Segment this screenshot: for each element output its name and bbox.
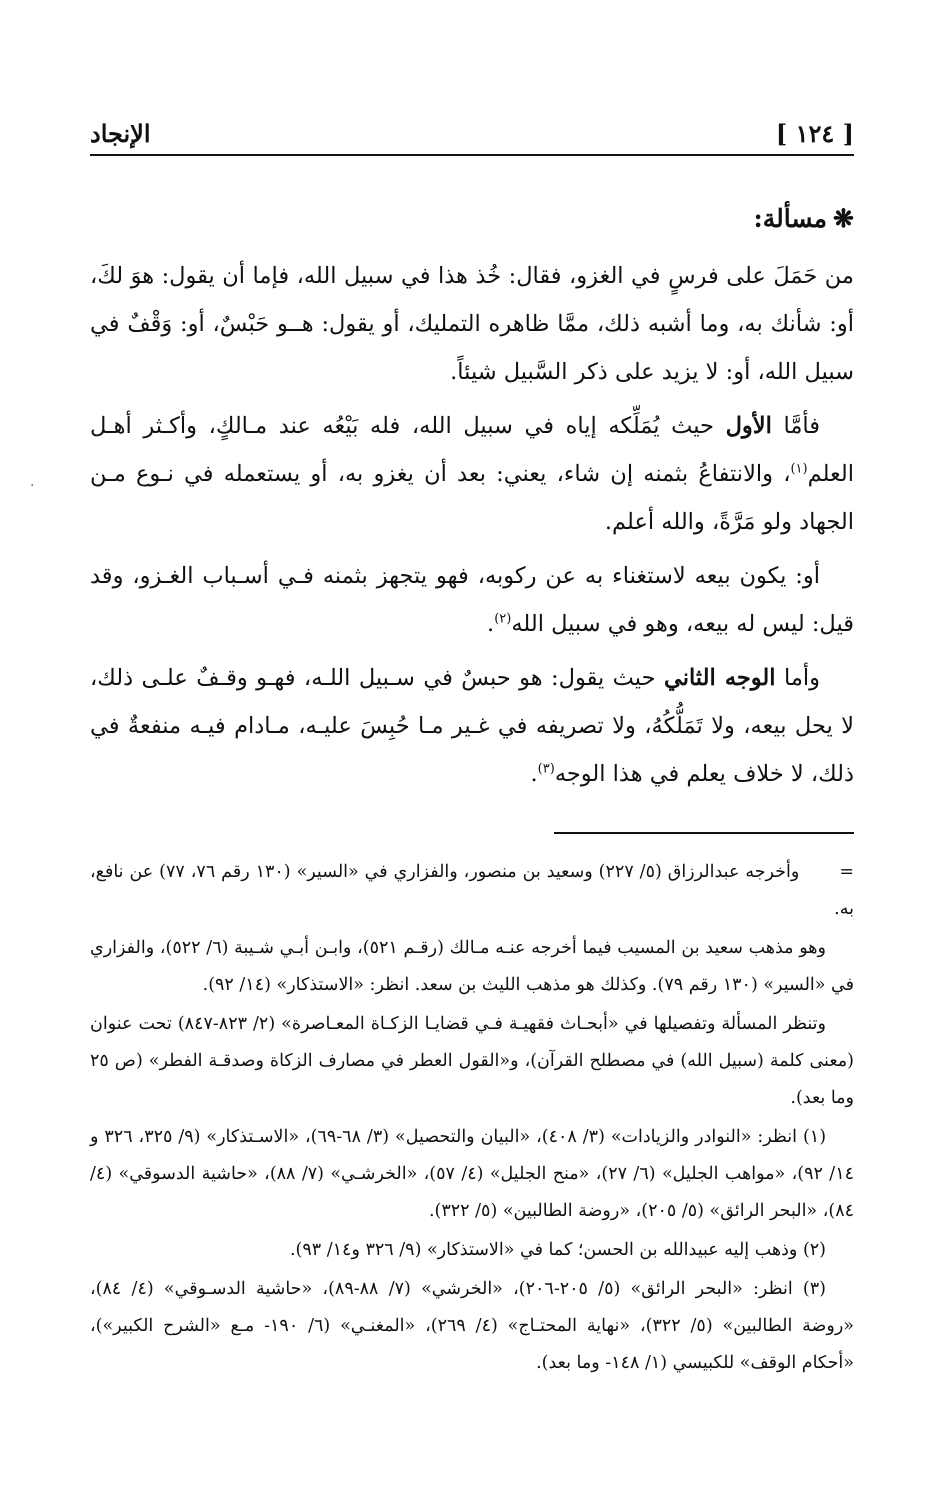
- paragraph-2-mid: حيث يُمَلِّكه إياه في سبيل الله، فله بَيْعُه عند مـالكٍ، وأكـثر أهـل العلم: [90, 413, 854, 487]
- margin-dot: ·: [30, 478, 35, 494]
- paragraph-4-start: وأما: [783, 665, 821, 691]
- star-icon: ❋: [833, 204, 854, 233]
- paragraph-3: [90, 552, 854, 648]
- footnote-3: (٣) انظر: «البحر الرائق» (٥/ ٢٠٥-٢٠٦)، «الخرشي» (٧/ ٨٨-٨٩)، «حاشية الدسـوقي» (٤/ ٨٤)، «روضة الطالبين» (٥/ ٣٢٢)، «نهاية المحتـاج» (٤/ ٢٦٩)، «المغنـي» (٦/ ١٩٠- مـع «الشرح الكبير»)، «أحكام الوقف» للكبيسي (١/ ١٤٨- وما بعد).: [90, 1279, 855, 1373]
- paragraph-4-text: حيث يقول: هو حبسٌ في سـبيل اللـه، فهـو وقـفٌ علـى ذلك، لا يحل بيعه، ولا تَمَلُّكُهُ، ولا تصريفه في غـير مـا حُبِسَ عليـه، مـادام فيـه منفعةٌ في ذلك، لا خلاف يعلم في هذا الوجه: [90, 665, 854, 787]
- main-text: [90, 196, 854, 798]
- continuation-text: وأخرجه عبدالرزاق (٥/ ٢٢٧) وسعيد بن منصور، والفزاري في «السير» (١٣٠ رقم ٧٦، ٧٧) عن نافع، به.: [90, 862, 854, 919]
- paragraph-4-bold: الوجه الثاني: [663, 665, 776, 691]
- paragraph-1: [90, 252, 854, 396]
- footnote-2: (٢) وذهب إليه عبيدالله بن الحسن؛ كما في «الاستذكار» (٩/ ٣٢٦ و١٤/ ٩٣).: [289, 1240, 826, 1260]
- paragraph-3-text: أو: يكون بيعه لاستغناء به عن ركوبه، فهو يتجهز بثمنه فـي أسـباب الغـزو، وقد قيل: ليس له بيعه، وهو في سبيل الله: [90, 563, 854, 637]
- footnote-divider: [554, 832, 854, 834]
- footnote-1: (١) انظر: «النوادر والزيادات» (٣/ ٤٠٨)، «البيان والتحصيل» (٣/ ٦٨-٦٩)، «الاسـتذكار» (٩/ ٣٢٥، ٣٢٦ و ١٤/ ٩٢)، «مواهب الجليل» (٦/ ٢٧)، «منح الجليل» (٤/ ٥٧)، «الخرشـي» (٧/ ٨٨)، «حاشية الدسوقي» (٤/ ٨٤)، «البحر الرائق» (٥/ ٢٠٥)، «روضة الطالبين» (٥/ ٣٢٢).: [90, 1127, 854, 1221]
- paragraph-3-end: .: [487, 611, 495, 637]
- section-heading: [90, 196, 854, 242]
- paragraph-1-text: من حَمَلَ على فرسٍ في الغزو، فقال: خُذ هذا في سبيل الله، فإما أن يقول: هوَ لكَ، أو: شأنك به، وما أشبه ذلك، ممَّا ظاهره التمليك، أو يقول: هــو حَبْسٌ، أو: وَقْفٌ في سبيل الله، أو: لا يزيد على ذكر السَّبيل شيئاً.: [90, 263, 854, 385]
- paragraph-2-bold: الأول: [725, 413, 772, 439]
- page-number: [ ١٢٤ ]: [775, 119, 854, 148]
- footnote-ref-3[interactable]: (٣): [537, 761, 555, 777]
- page-header: [90, 108, 854, 156]
- continuation-mark: =: [839, 862, 854, 882]
- footnote-ref-1[interactable]: (١): [790, 461, 808, 477]
- footnote-continuation: [90, 854, 854, 928]
- running-title: الإنجاد: [90, 119, 151, 148]
- paragraph-2-end: ، والانتفاعُ بثمنه إن شاء، يعني: بعد أن يغزو به، أو يستعمله في نـوع مـن الجهاد ولو مَرَّةً، والله أعلم.: [90, 461, 854, 535]
- heading-title: مسألة:: [753, 204, 828, 233]
- footnote-note-b: وتنظر المسألة وتفصيلها في «أبحـاث فقهيـة فـي قضايـا الزكـاة المعـاصرة» (٢/ ٨٢٣-٨٤٧) تحت عنوان (معنى كلمة (سبيل الله) في مصطلح القرآن)، و«القول العطر في مصارف الزكاة وصدقـة الفطر» (ص ٢٥ وما بعد).: [90, 1014, 854, 1108]
- paragraph-4: [90, 654, 854, 798]
- footnote-note-a: وهو مذهب سعيد بن المسيب فيما أخرجه عنـه مـالك (رقـم ٥٢١)، وابـن أبـي شـيبة (٦/ ٥٢٢)، والفزاري في «السير» (١٣٠ رقم ٧٩). وكذلك هو مذهب الليث بن سعد. انظر: «الاستذكار» (١٤/ ٩٢).: [90, 938, 854, 995]
- footnotes: [90, 854, 854, 1382]
- footnote-ref-2[interactable]: (٢): [494, 611, 512, 627]
- paragraph-4-end: .: [530, 761, 538, 787]
- paragraph-2-start: فأمَّا: [783, 413, 821, 439]
- paragraph-2: [90, 402, 854, 546]
